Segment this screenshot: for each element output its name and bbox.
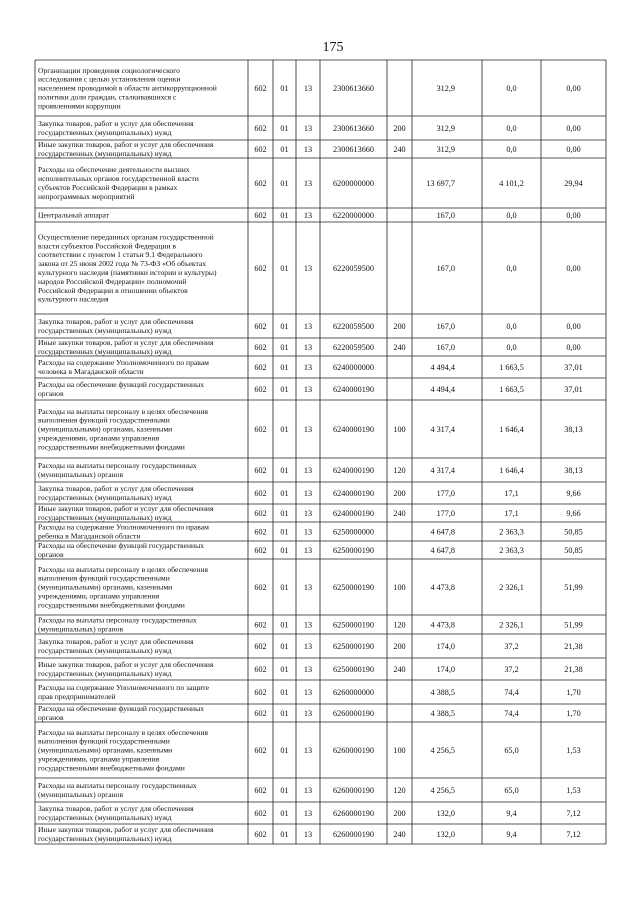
- row-name-line: Закупка товаров, работ и услуг для обеспечения: [38, 637, 194, 647]
- cell-ved: 602: [254, 425, 267, 434]
- cell-rz: 01: [280, 642, 289, 651]
- table-row: [38, 660, 583, 678]
- row-name-line: Расходы на содержание Уполномоченного по защите: [38, 683, 209, 693]
- row-name-line: Расходы на выплаты персоналу государственных: [38, 781, 197, 791]
- row-name-line: Российской Федерации в отношении объектов: [38, 285, 188, 295]
- cell-pr: 13: [303, 322, 313, 331]
- cell-csr: 6250000190: [333, 665, 374, 674]
- cell-vr: 120: [393, 786, 406, 795]
- row-name-line: (муниципальных) органов: [38, 624, 124, 634]
- row-name-line: прав предпринимателей: [38, 692, 116, 701]
- cell-ved: 602: [254, 466, 267, 475]
- cell-ved: 602: [254, 583, 267, 592]
- cell-pr: 13: [303, 620, 313, 630]
- cell-ved: 602: [254, 145, 267, 154]
- cell-plan: 312,9: [436, 124, 455, 133]
- row-name-line: (муниципальных) органов: [38, 470, 124, 479]
- cell-vr: 120: [393, 620, 406, 630]
- cell-csr: 2300613660: [333, 145, 374, 154]
- row-name-line: государственных (муниципальных) нужд: [38, 813, 172, 822]
- cell-ved: 602: [254, 546, 267, 555]
- table-row: [38, 704, 581, 722]
- row-name-line: непрограммных мероприятий: [38, 191, 135, 201]
- row-name-line: Расходы на выплаты персоналу в целях обеспечения: [38, 727, 209, 737]
- row-name-line: выполнения функций государственными: [38, 573, 170, 583]
- cell-ved: 602: [254, 343, 267, 352]
- cell-vr: 200: [393, 489, 406, 498]
- table-row: [38, 140, 581, 158]
- cell-fact: 74,4: [504, 709, 519, 718]
- cell-fact: 2 326,1: [499, 620, 524, 630]
- cell-plan: 4 256,5: [430, 746, 455, 755]
- cell-fact: 0,0: [506, 84, 517, 93]
- cell-vr: 200: [393, 322, 406, 331]
- cell-pr: 13: [303, 343, 313, 352]
- cell-rz: 01: [280, 830, 289, 839]
- table-row: [38, 317, 581, 335]
- row-name-line: учреждениями, органами управления: [38, 433, 160, 443]
- table-row: [38, 541, 583, 559]
- cell-plan: 132,0: [436, 830, 455, 839]
- cell-ved: 602: [254, 620, 267, 630]
- cell-plan: 4 317,4: [430, 425, 455, 434]
- cell-rz: 01: [280, 688, 289, 697]
- cell-pr: 13: [303, 709, 313, 718]
- cell-rz: 01: [280, 665, 289, 674]
- cell-csr: 6240000190: [333, 489, 374, 498]
- cell-rz: 01: [280, 179, 289, 188]
- cell-pct: 9,66: [566, 509, 581, 518]
- cell-pr: 13: [303, 179, 313, 188]
- table-row: [38, 616, 583, 634]
- row-name-line: государственными внебюджетными фондами: [38, 600, 185, 610]
- cell-rz: 01: [280, 322, 289, 331]
- row-name-line: Расходы на обеспечение деятельности высших: [38, 165, 190, 175]
- cell-plan: 177,0: [436, 489, 455, 498]
- table-row: [38, 825, 581, 843]
- cell-fact: 37,2: [504, 665, 519, 674]
- cell-vr: 200: [393, 809, 406, 818]
- cell-fact: 0,0: [506, 264, 517, 273]
- row-name-line: государственных (муниципальных) нужд: [38, 834, 172, 843]
- table-row: [38, 484, 581, 502]
- row-name-line: Расходы на обеспечение функций государственных: [38, 541, 204, 551]
- cell-plan: 4 647,8: [430, 546, 455, 555]
- row-name-line: учреждениями, органами управления: [38, 591, 160, 601]
- row-name-line: населением проводимой в области антикоррупционной: [38, 83, 217, 93]
- page-number: 175: [322, 40, 344, 55]
- cell-fact: 2 363,3: [499, 546, 524, 555]
- row-name-line: органов: [38, 389, 64, 398]
- cell-pct: 1,53: [566, 746, 581, 755]
- cell-plan: 4 494,4: [430, 363, 455, 372]
- row-name-line: народов Российской Федерации» полномочий: [38, 276, 187, 286]
- cell-pct: 0,00: [566, 124, 581, 133]
- cell-vr: 240: [393, 830, 406, 839]
- row-name-line: учреждениями, органами управления: [38, 754, 160, 764]
- cell-ved: 602: [254, 124, 267, 133]
- cell-rz: 01: [280, 583, 289, 592]
- cell-plan: 167,0: [436, 322, 455, 331]
- cell-rz: 01: [280, 211, 289, 220]
- cell-csr: 6240000190: [333, 425, 374, 434]
- cell-csr: 6240000190: [333, 385, 374, 394]
- row-name-line: Центральный аппарат: [38, 210, 110, 220]
- row-name-line: государственных (муниципальных) нужд: [38, 646, 172, 655]
- cell-pct: 7,12: [566, 830, 581, 839]
- cell-pr: 13: [303, 145, 313, 154]
- cell-rz: 01: [280, 145, 289, 154]
- cell-ved: 602: [254, 809, 267, 818]
- cell-pct: 0,00: [566, 343, 581, 352]
- table-row: [38, 119, 581, 137]
- cell-pct: 50,85: [564, 546, 583, 555]
- cell-csr: 6260000190: [333, 809, 374, 818]
- table-row: [38, 781, 581, 799]
- cell-ved: 602: [254, 527, 267, 537]
- cell-ved: 602: [254, 830, 267, 839]
- row-name-line: Осуществление переданных органам государственной: [38, 232, 214, 242]
- cell-pr: 13: [303, 688, 313, 697]
- row-name-line: закона от 25 июня 2002 года № 73-ФЗ «Об объектах: [38, 259, 207, 269]
- cell-ved: 602: [254, 688, 267, 697]
- cell-fact: 1 646,4: [499, 425, 524, 434]
- cell-vr: 200: [393, 124, 406, 133]
- cell-plan: 4 494,4: [430, 385, 455, 394]
- cell-pct: 21,38: [564, 665, 583, 674]
- table-row: [38, 728, 581, 773]
- cell-csr: 6250000190: [333, 546, 374, 555]
- cell-pr: 13: [303, 746, 313, 755]
- cell-pct: 0,00: [566, 264, 581, 273]
- cell-pr: 13: [303, 527, 313, 537]
- cell-csr: 6220059500: [333, 264, 374, 273]
- row-name-line: государственных (муниципальных) нужд: [38, 669, 172, 678]
- cell-ved: 602: [254, 746, 267, 755]
- cell-pct: 37,01: [564, 363, 583, 372]
- row-name-line: государственных (муниципальных) нужд: [38, 128, 172, 137]
- cell-vr: 240: [393, 509, 406, 518]
- cell-pct: 9,66: [566, 489, 581, 498]
- cell-fact: 9,4: [506, 809, 517, 818]
- row-name-line: государственными внебюджетными фондами: [38, 442, 185, 452]
- row-name-line: Организации проведения социологического: [38, 65, 180, 75]
- cell-fact: 1 663,5: [499, 363, 524, 372]
- row-name-line: культурного наследия: [38, 294, 109, 304]
- cell-rz: 01: [280, 363, 289, 372]
- row-name-line: государственных (муниципальных) нужд: [38, 149, 172, 158]
- cell-csr: 6250000190: [333, 620, 374, 630]
- row-name-line: органов: [38, 550, 64, 559]
- row-name-line: (муниципальными) органами, казенными: [38, 745, 173, 755]
- cell-fact: 0,0: [506, 124, 517, 133]
- cell-fact: 17,1: [504, 509, 519, 518]
- cell-fact: 65,0: [504, 746, 519, 755]
- row-name-line: человека в Магаданской области: [38, 367, 144, 376]
- cell-rz: 01: [280, 509, 289, 518]
- row-name-line: (муниципальными) органами, казенными: [38, 424, 173, 434]
- cell-plan: 177,0: [436, 509, 455, 518]
- cell-csr: 6260000190: [333, 746, 374, 755]
- cell-vr: 240: [393, 665, 406, 674]
- cell-ved: 602: [254, 385, 267, 394]
- cell-pr: 13: [303, 489, 313, 498]
- table-row: [38, 565, 583, 610]
- cell-rz: 01: [280, 343, 289, 352]
- cell-pct: 51,99: [564, 583, 583, 592]
- row-name-line: органов: [38, 713, 64, 722]
- row-name-line: выполнения функций государственными: [38, 415, 170, 425]
- cell-csr: 6220000000: [333, 211, 374, 220]
- cell-fact: 0,0: [506, 145, 517, 154]
- cell-plan: 167,0: [436, 264, 455, 273]
- cell-rz: 01: [280, 124, 289, 133]
- cell-vr: 240: [393, 343, 406, 352]
- cell-csr: 6240000190: [333, 509, 374, 518]
- cell-pct: 0,00: [566, 322, 581, 331]
- cell-pr: 13: [303, 385, 313, 394]
- row-name-line: Иные закупки товаров, работ и услуг для обеспечения: [38, 338, 214, 348]
- row-name-line: Расходы на обеспечение функций государственных: [38, 380, 204, 390]
- cell-pct: 0,00: [566, 211, 581, 220]
- cell-fact: 0,0: [506, 343, 517, 352]
- cell-pr: 13: [303, 84, 313, 93]
- cell-ved: 602: [254, 642, 267, 651]
- row-name-line: выполнения функций государственными: [38, 736, 170, 746]
- cell-ved: 602: [254, 84, 267, 93]
- cell-pr: 13: [303, 466, 313, 475]
- cell-fact: 2 326,1: [499, 583, 524, 592]
- cell-fact: 74,4: [504, 688, 519, 697]
- cell-csr: 6260000000: [333, 688, 374, 697]
- cell-pct: 37,01: [564, 385, 583, 394]
- row-name-line: Расходы на выплаты персоналу государственных: [38, 615, 197, 625]
- cell-plan: 4 317,4: [430, 466, 455, 475]
- row-name-line: Расходы на выплаты персоналу в целях обеспечения: [38, 406, 209, 416]
- cell-fact: 37,2: [504, 642, 519, 651]
- cell-fact: 1 646,4: [499, 466, 524, 475]
- cell-pr: 13: [303, 124, 313, 133]
- cell-fact: 0,0: [506, 322, 517, 331]
- cell-ved: 602: [254, 489, 267, 498]
- cell-pr: 13: [303, 425, 313, 434]
- cell-plan: 174,0: [436, 665, 455, 674]
- cell-pct: 1,70: [566, 709, 581, 718]
- cell-csr: 6200000000: [333, 179, 374, 188]
- table-row: [38, 683, 581, 701]
- cell-plan: 132,0: [436, 809, 455, 818]
- cell-pr: 13: [303, 583, 313, 592]
- cell-vr: 100: [393, 583, 406, 592]
- cell-rz: 01: [280, 385, 289, 394]
- cell-pct: 50,85: [564, 527, 583, 537]
- cell-csr: 6240000190: [333, 466, 374, 475]
- table-row: [38, 504, 581, 522]
- cell-plan: 4 388,5: [430, 709, 455, 718]
- cell-plan: 312,9: [436, 84, 455, 93]
- cell-rz: 01: [280, 809, 289, 818]
- cell-ved: 602: [254, 322, 267, 331]
- cell-plan: 4 647,8: [430, 527, 455, 537]
- row-name-line: Расходы на выплаты персоналу государственных: [38, 461, 197, 471]
- cell-rz: 01: [280, 489, 289, 498]
- cell-pct: 21,38: [564, 642, 583, 651]
- cell-rz: 01: [280, 620, 289, 630]
- cell-rz: 01: [280, 786, 289, 795]
- cell-pct: 38,13: [564, 466, 583, 475]
- row-name-line: государственных (муниципальных) нужд: [38, 347, 172, 356]
- cell-rz: 01: [280, 746, 289, 755]
- cell-fact: 65,0: [504, 786, 519, 795]
- row-name-line: Расходы на содержание Уполномоченного по правам: [38, 522, 209, 532]
- cell-csr: 6250000190: [333, 583, 374, 592]
- cell-pct: 7,12: [566, 809, 581, 818]
- cell-pct: 51,99: [564, 620, 583, 630]
- cell-pr: 13: [303, 211, 313, 220]
- cell-ved: 602: [254, 509, 267, 518]
- cell-pr: 13: [303, 830, 313, 839]
- row-name-line: исполнительных органов государственной власти: [38, 174, 199, 184]
- cell-rz: 01: [280, 84, 289, 93]
- cell-vr: 100: [393, 746, 406, 755]
- cell-plan: 4 256,5: [430, 786, 455, 795]
- table-row: [38, 66, 581, 111]
- cell-rz: 01: [280, 546, 289, 555]
- cell-plan: 167,0: [436, 343, 455, 352]
- table-row: [38, 523, 583, 541]
- row-name-line: политики доли граждан, сталкивавшихся с: [38, 92, 177, 102]
- row-name-line: государственных (муниципальных) нужд: [38, 326, 172, 335]
- cell-pr: 13: [303, 786, 313, 795]
- table-row: [38, 637, 583, 655]
- cell-pr: 13: [303, 546, 313, 555]
- cell-plan: 4 388,5: [430, 688, 455, 697]
- cell-fact: 1 663,5: [499, 385, 524, 394]
- table-row: [38, 165, 583, 201]
- cell-pct: 0,00: [566, 145, 581, 154]
- table-row: [38, 232, 581, 303]
- cell-fact: 0,0: [506, 211, 517, 220]
- cell-csr: 6220059500: [333, 343, 374, 352]
- table-row: [38, 358, 583, 376]
- cell-plan: 167,0: [436, 211, 455, 220]
- cell-fact: 17,1: [504, 489, 519, 498]
- cell-csr: 6240000000: [333, 363, 374, 372]
- row-name-line: Закупка товаров, работ и услуг для обеспечения: [38, 119, 194, 129]
- cell-vr: 200: [393, 642, 406, 651]
- cell-plan: 13 697,7: [426, 179, 455, 188]
- cell-ved: 602: [254, 363, 267, 372]
- row-name-line: исследования с целью установления оценки: [38, 74, 181, 84]
- cell-csr: 6260000190: [333, 786, 374, 795]
- cell-csr: 6250000000: [333, 527, 374, 537]
- row-name-line: соответствии с пунктом 1 статьи 9.1 Федерального: [38, 250, 203, 260]
- cell-csr: 6250000190: [333, 642, 374, 651]
- row-name-line: Иные закупки товаров, работ и услуг для обеспечения: [38, 660, 214, 670]
- table-row: [38, 380, 583, 398]
- cell-vr: 240: [393, 145, 406, 154]
- row-name-line: (муниципальных) органов: [38, 790, 124, 799]
- row-name-line: Закупка товаров, работ и услуг для обеспечения: [38, 804, 194, 814]
- cell-pr: 13: [303, 509, 313, 518]
- cell-vr: 120: [393, 466, 406, 475]
- cell-csr: 6220059500: [333, 322, 374, 331]
- row-name-line: Закупка товаров, работ и услуг для обеспечения: [38, 484, 194, 494]
- cell-rz: 01: [280, 425, 289, 434]
- table-row: [38, 804, 581, 822]
- cell-pr: 13: [303, 363, 313, 372]
- row-name-line: государственных (муниципальных) нужд: [38, 513, 172, 522]
- cell-pct: 29,94: [564, 179, 583, 188]
- cell-ved: 602: [254, 665, 267, 674]
- cell-plan: 174,0: [436, 642, 455, 651]
- cell-plan: 4 473,8: [430, 583, 455, 592]
- cell-rz: 01: [280, 466, 289, 475]
- cell-ved: 602: [254, 179, 267, 188]
- cell-rz: 01: [280, 264, 289, 273]
- cell-pr: 13: [303, 809, 313, 818]
- cell-csr: 2300613660: [333, 124, 374, 133]
- cell-pr: 13: [303, 642, 313, 651]
- cell-plan: 312,9: [436, 145, 455, 154]
- row-name-line: Расходы на содержание Уполномоченного по правам: [38, 358, 209, 368]
- row-name-line: ребенка в Магаданской области: [38, 531, 141, 541]
- cell-csr: 2300613660: [333, 84, 374, 93]
- cell-rz: 01: [280, 709, 289, 718]
- row-name-line: власти субъектов Российской Федерации в: [38, 241, 176, 251]
- cell-ved: 602: [254, 264, 267, 273]
- cell-plan: 4 473,8: [430, 620, 455, 630]
- row-name-line: государственными внебюджетными фондами: [38, 763, 185, 773]
- cell-ved: 602: [254, 211, 267, 220]
- row-name-line: Расходы на обеспечение функций государственных: [38, 704, 204, 714]
- row-name-line: субъектов Российской Федерации в рамках: [38, 183, 178, 192]
- cell-ved: 602: [254, 709, 267, 718]
- row-name-line: культурного наследия (памятники истории и культуры): [38, 268, 217, 277]
- table-row: [38, 211, 581, 220]
- cell-pr: 13: [303, 665, 313, 674]
- row-name-line: Иные закупки товаров, работ и услуг для обеспечения: [38, 825, 214, 835]
- cell-csr: 6260000190: [333, 830, 374, 839]
- cell-vr: 100: [393, 425, 406, 434]
- cell-pct: 38,13: [564, 425, 583, 434]
- cell-pr: 13: [303, 264, 313, 273]
- cell-fact: 4 101,2: [499, 179, 524, 188]
- table-row: [38, 461, 583, 479]
- cell-fact: 9,4: [506, 830, 517, 839]
- row-name-line: Расходы на выплаты персоналу в целях обеспечения: [38, 564, 209, 574]
- cell-pct: 1,53: [566, 786, 581, 795]
- cell-pct: 1,70: [566, 688, 581, 697]
- row-name-line: Иные закупки товаров, работ и услуг для обеспечения: [38, 140, 214, 150]
- cell-csr: 6260000190: [333, 709, 374, 718]
- table-row: [38, 338, 581, 356]
- cell-fact: 2 363,3: [499, 527, 524, 537]
- row-name-line: Иные закупки товаров, работ и услуг для обеспечения: [38, 504, 214, 514]
- cell-ved: 602: [254, 786, 267, 795]
- row-name-line: Закупка товаров, работ и услуг для обеспечения: [38, 317, 194, 327]
- cell-rz: 01: [280, 527, 289, 537]
- cell-pct: 0,00: [566, 84, 581, 93]
- table-row: [38, 407, 583, 452]
- row-name-line: государственных (муниципальных) нужд: [38, 493, 172, 502]
- row-name-line: (муниципальными) органами, казенными: [38, 582, 173, 592]
- row-name-line: проявлениями коррупции: [38, 101, 121, 111]
